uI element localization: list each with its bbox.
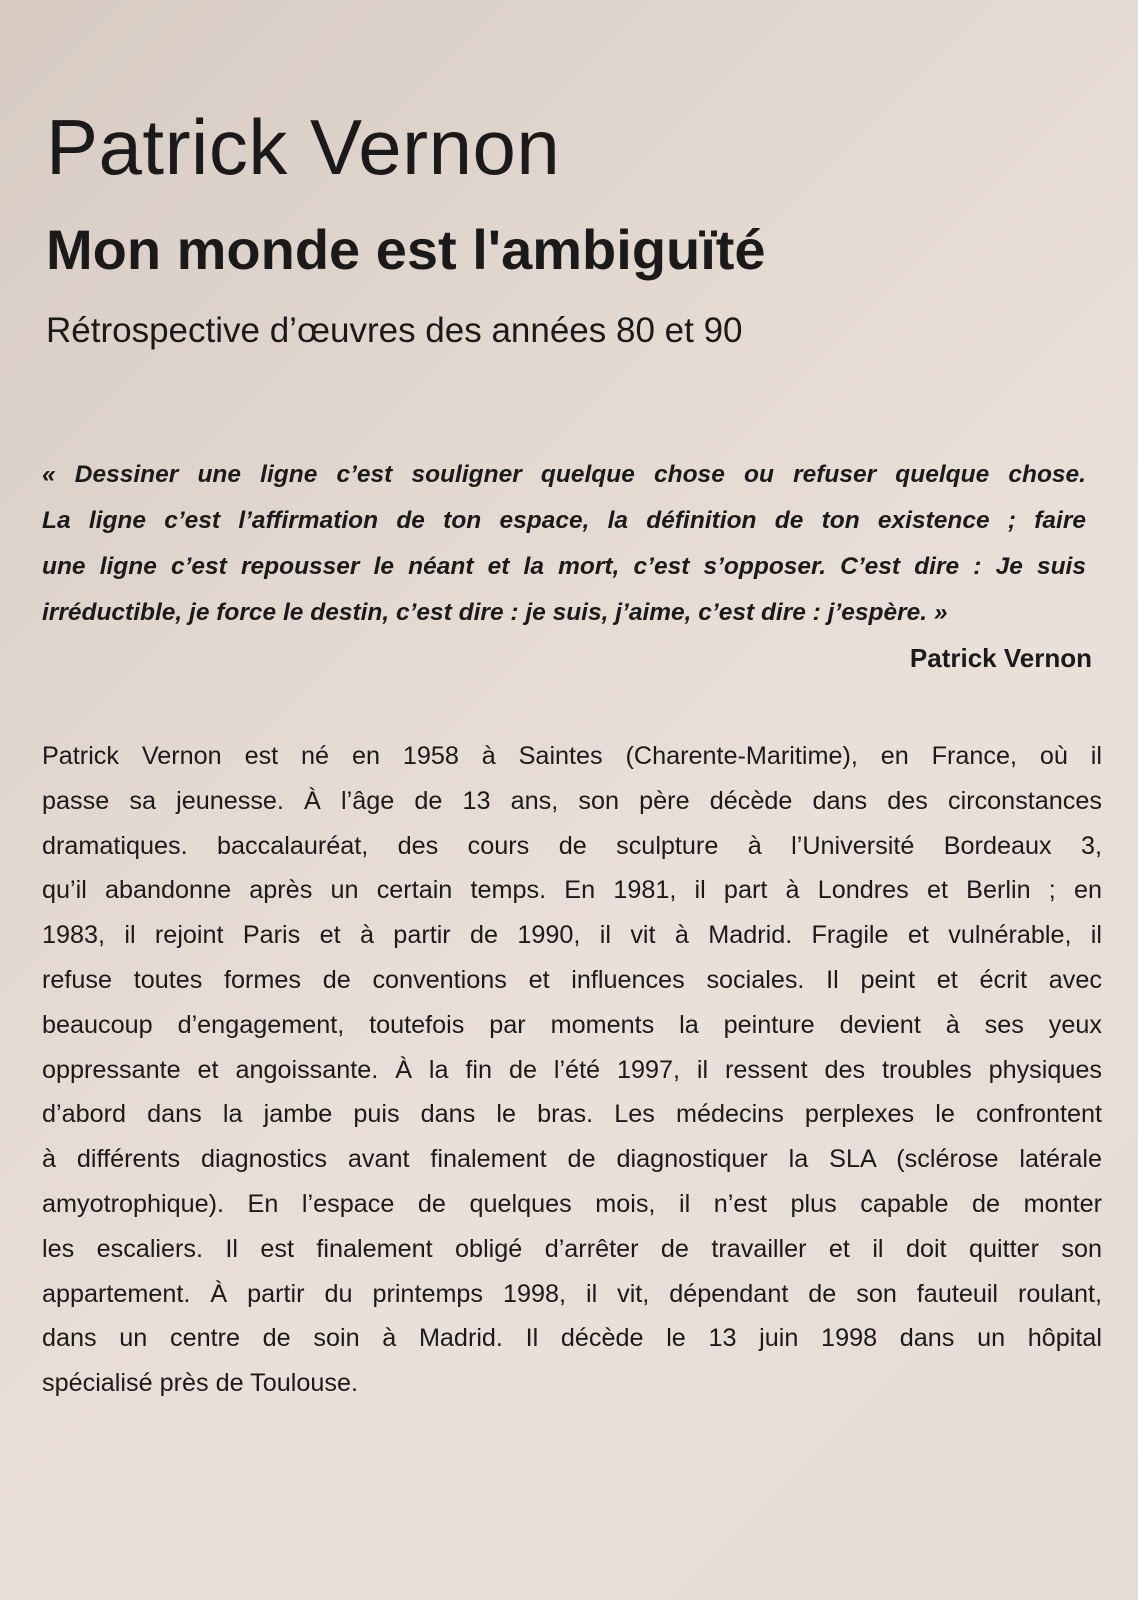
biography-line: d’abord dans la jambe puis dans le bras. Les médecins perplexes le confrontent (42, 1100, 1102, 1129)
biography-line: spécialisé près de Toulouse. (42, 1369, 358, 1398)
biography-line: beaucoup d’engagement, toutefois par moments la peinture devient à ses yeux (42, 1010, 1102, 1039)
biography-line: à différents diagnostics avant finalement de diagnostiquer la SLA (sclérose latérale (42, 1145, 1102, 1174)
biography-line: passe sa jeunesse. À l’âge de 13 ans, son père décède dans des circonstances (42, 786, 1102, 815)
artist-name-title: Patrick Vernon (46, 103, 561, 191)
biography-text (42, 734, 1102, 1406)
biography-line: Patrick Vernon est né en 1958 à Saintes (Charente-Maritime), en France, où il (42, 742, 1102, 770)
biography-line: les escaliers. Il est finalement obligé d’arrêter de travailler et il doit quitter son (42, 1234, 1102, 1263)
biography-line: appartement. À partir du printemps 1998, il vit, dépendant de son fauteuil roulant, (42, 1279, 1102, 1308)
biography-line: 1983, il rejoint Paris et à partir de 1990, il vit à Madrid. Fragile et vulnérable, il (42, 921, 1102, 950)
exhibition-tagline: Rétrospective d’œuvres des années 80 et 90 (46, 311, 743, 350)
quote-line: « Dessiner une ligne c’est souligner quelque chose ou refuser quelque chose. (42, 461, 1086, 488)
quote-line: La ligne c’est l’affirmation de ton espace, la définition de ton existence ; faire (42, 507, 1086, 534)
artist-quote (42, 452, 1092, 636)
biography-line: dramatiques. baccalauréat, des cours de sculpture à l’Université Bordeaux 3, (42, 831, 1102, 860)
biography-line: refuse toutes formes de conventions et influences sociales. Il peint et écrit avec (42, 965, 1102, 994)
quote-line: une ligne c’est repousser le néant et la mort, c’est s’opposer. C’est dire : Je suis (42, 553, 1086, 580)
quote-attribution: Patrick Vernon (909, 643, 1092, 673)
biography-line: dans un centre de soin à Madrid. Il décède le 13 juin 1998 dans un hôpital (42, 1324, 1102, 1353)
biography-line: oppressante et angoissante. À la fin de l’été 1997, il ressent des troubles physiques (42, 1055, 1102, 1084)
biography-line: amyotrophique). En l’espace de quelques mois, il n’est plus capable de monter (42, 1189, 1102, 1218)
exhibition-subtitle: Mon monde est l'ambiguïté (46, 218, 766, 281)
quote-line: irréductible, je force le destin, c’est dire : je suis, j’aime, c’est dire : j’espère. » (42, 599, 948, 626)
biography-line: qu’il abandonne après un certain temps. En 1981, il part à Londres et Berlin ; en (42, 876, 1102, 905)
